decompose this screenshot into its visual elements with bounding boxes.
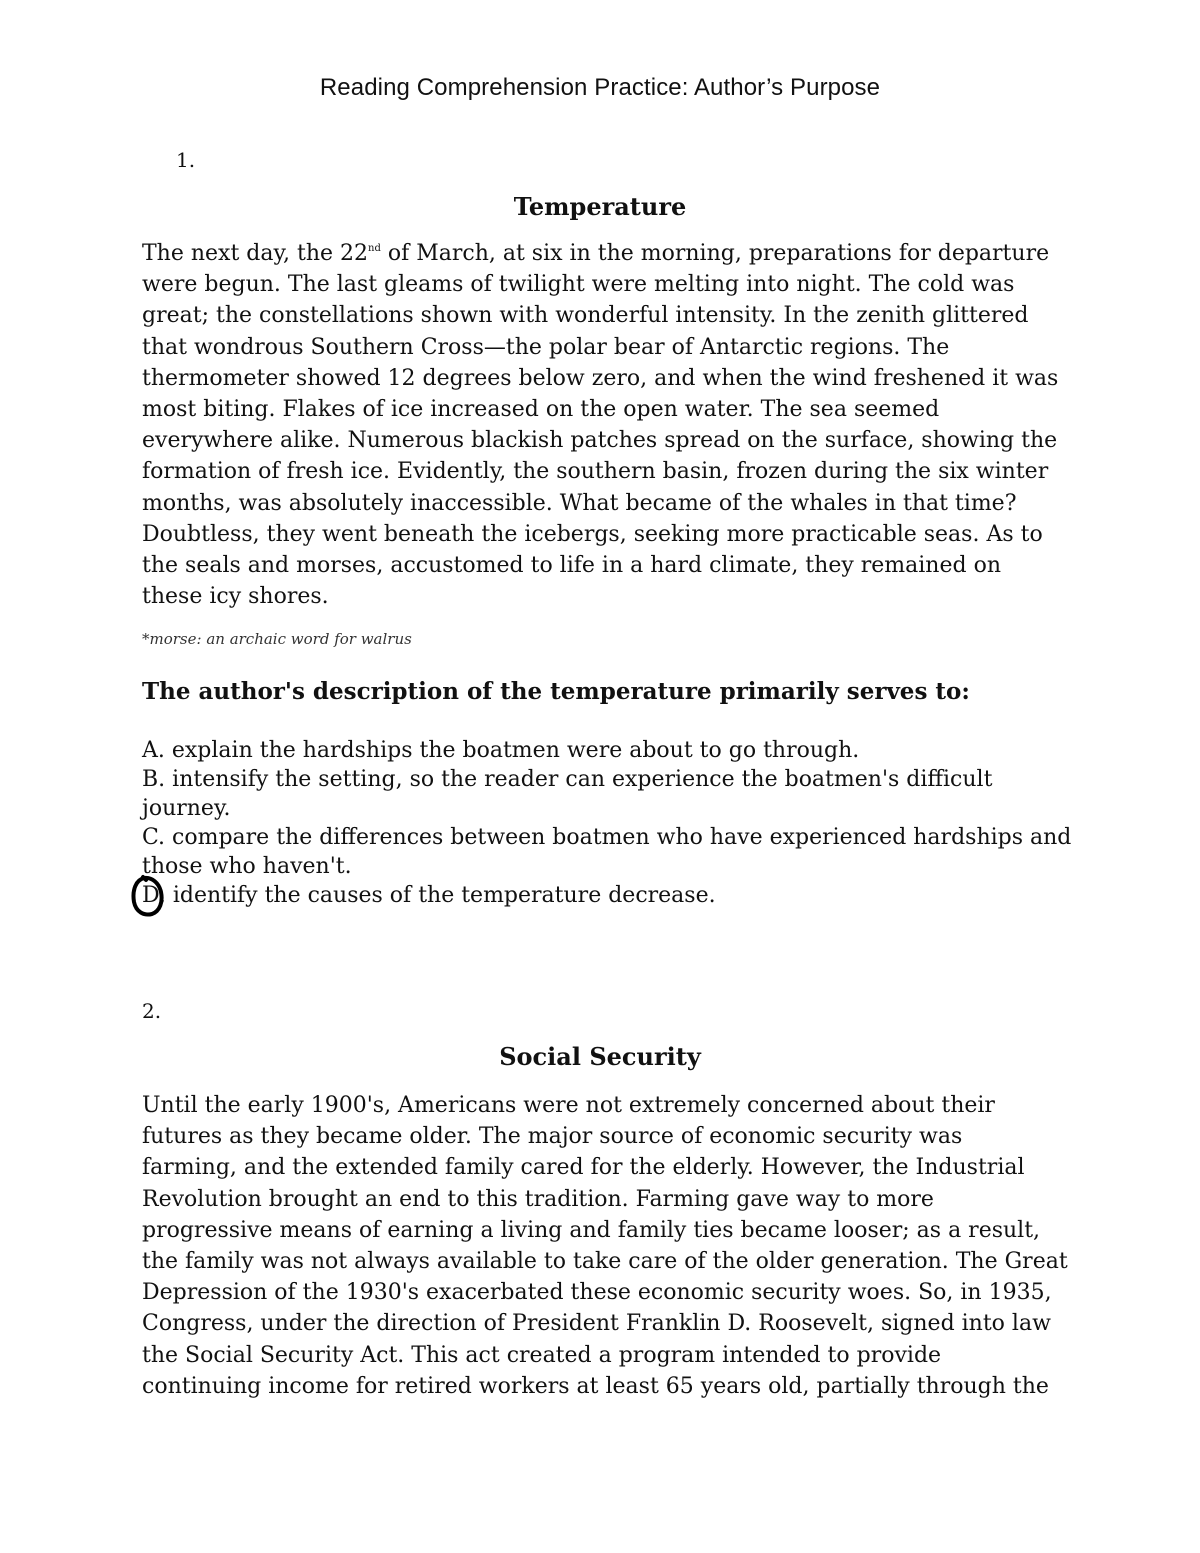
passage-line: thermometer showed 12 degrees below zero, and when the wind freshened it was [142,365,1059,391]
footnote: *morse: an archaic word for walrus [142,630,412,648]
passage-line: that wondrous Southern Cross—the polar bear of Antarctic regions. The [142,334,950,360]
answer-options [142,736,1082,910]
passage-line: The next day, the 22nd of March, at six in the morning, preparations for departure [142,241,1050,266]
passage-line: progressive means of earning a living and family ties became looser; as a result, [142,1217,1041,1243]
passage-line: months, was absolutely inaccessible. What became of the whales in that time? [142,490,1017,516]
passage-temperature [142,238,1082,612]
passage-heading-temperature: Temperature [513,192,687,221]
passage-social-security [142,1090,1082,1402]
passage-line: Congress, under the direction of President Franklin D. Roosevelt, signed into law [142,1311,1051,1337]
option-d: D. identify the causes of the temperature decrease. [142,883,716,908]
passage-line: most biting. Flakes of ice increased on the open water. The sea seemed [142,397,940,423]
passage-line: Until the early 1900's, Americans were not extremely concerned about their [142,1093,995,1118]
passage-line: everywhere alike. Numerous blackish patches spread on the surface, showing the [142,428,1058,454]
question-number-1: 1. [176,148,196,172]
question-prompt: The author's description of the temperature primarily serves to: [142,678,970,705]
passage-line: were begun. The last gleams of twilight were melting into night. The cold was [142,272,1015,298]
option-c: C. compare the differences between boatmen who have experienced hardships and those who haven't. [142,825,1072,879]
passage-line: formation of fresh ice. Evidently, the southern basin, frozen during the six winter [142,459,1049,485]
passage-line: great; the constellations shown with wonderful intensity. In the zenith glittered [142,303,1029,329]
passage-line: continuing income for retired workers at least 65 years old, partially through the [142,1373,1049,1399]
passage-line: farming, and the extended family cared for the elderly. However, the Industrial [142,1155,1025,1181]
passage-line: Revolution brought an end to this tradition. Farming gave way to more [142,1186,934,1212]
passage-heading-social-security: Social Security [499,1042,701,1071]
question-number-2: 2. [142,999,162,1023]
page-title: Reading Comprehension Practice: Author’s Purpose [319,74,881,101]
option-a: A. explain the hardships the boatmen were about to go through. [142,738,860,763]
passage-line: futures as they became older. The major source of economic security was [142,1124,963,1150]
passage-line: these icy shores. [142,584,329,610]
passage-line: Doubtless, they went beneath the icebergs, seeking more practicable seas. As to [142,521,1043,547]
passage-line: the seals and morses, accustomed to life in a hard climate, they remained on [142,553,1001,579]
ordinal-suffix: nd [368,243,381,254]
option-b: B. intensify the setting, so the reader can experience the boatmen's difficult journey. [142,767,993,821]
passage-line: the family was not always available to take care of the older generation. The Great [142,1249,1068,1275]
passage-line: the Social Security Act. This act created a program intended to provide [142,1342,942,1368]
passage-line: Depression of the 1930's exacerbated these economic security woes. So, in 1935, [142,1280,1052,1306]
